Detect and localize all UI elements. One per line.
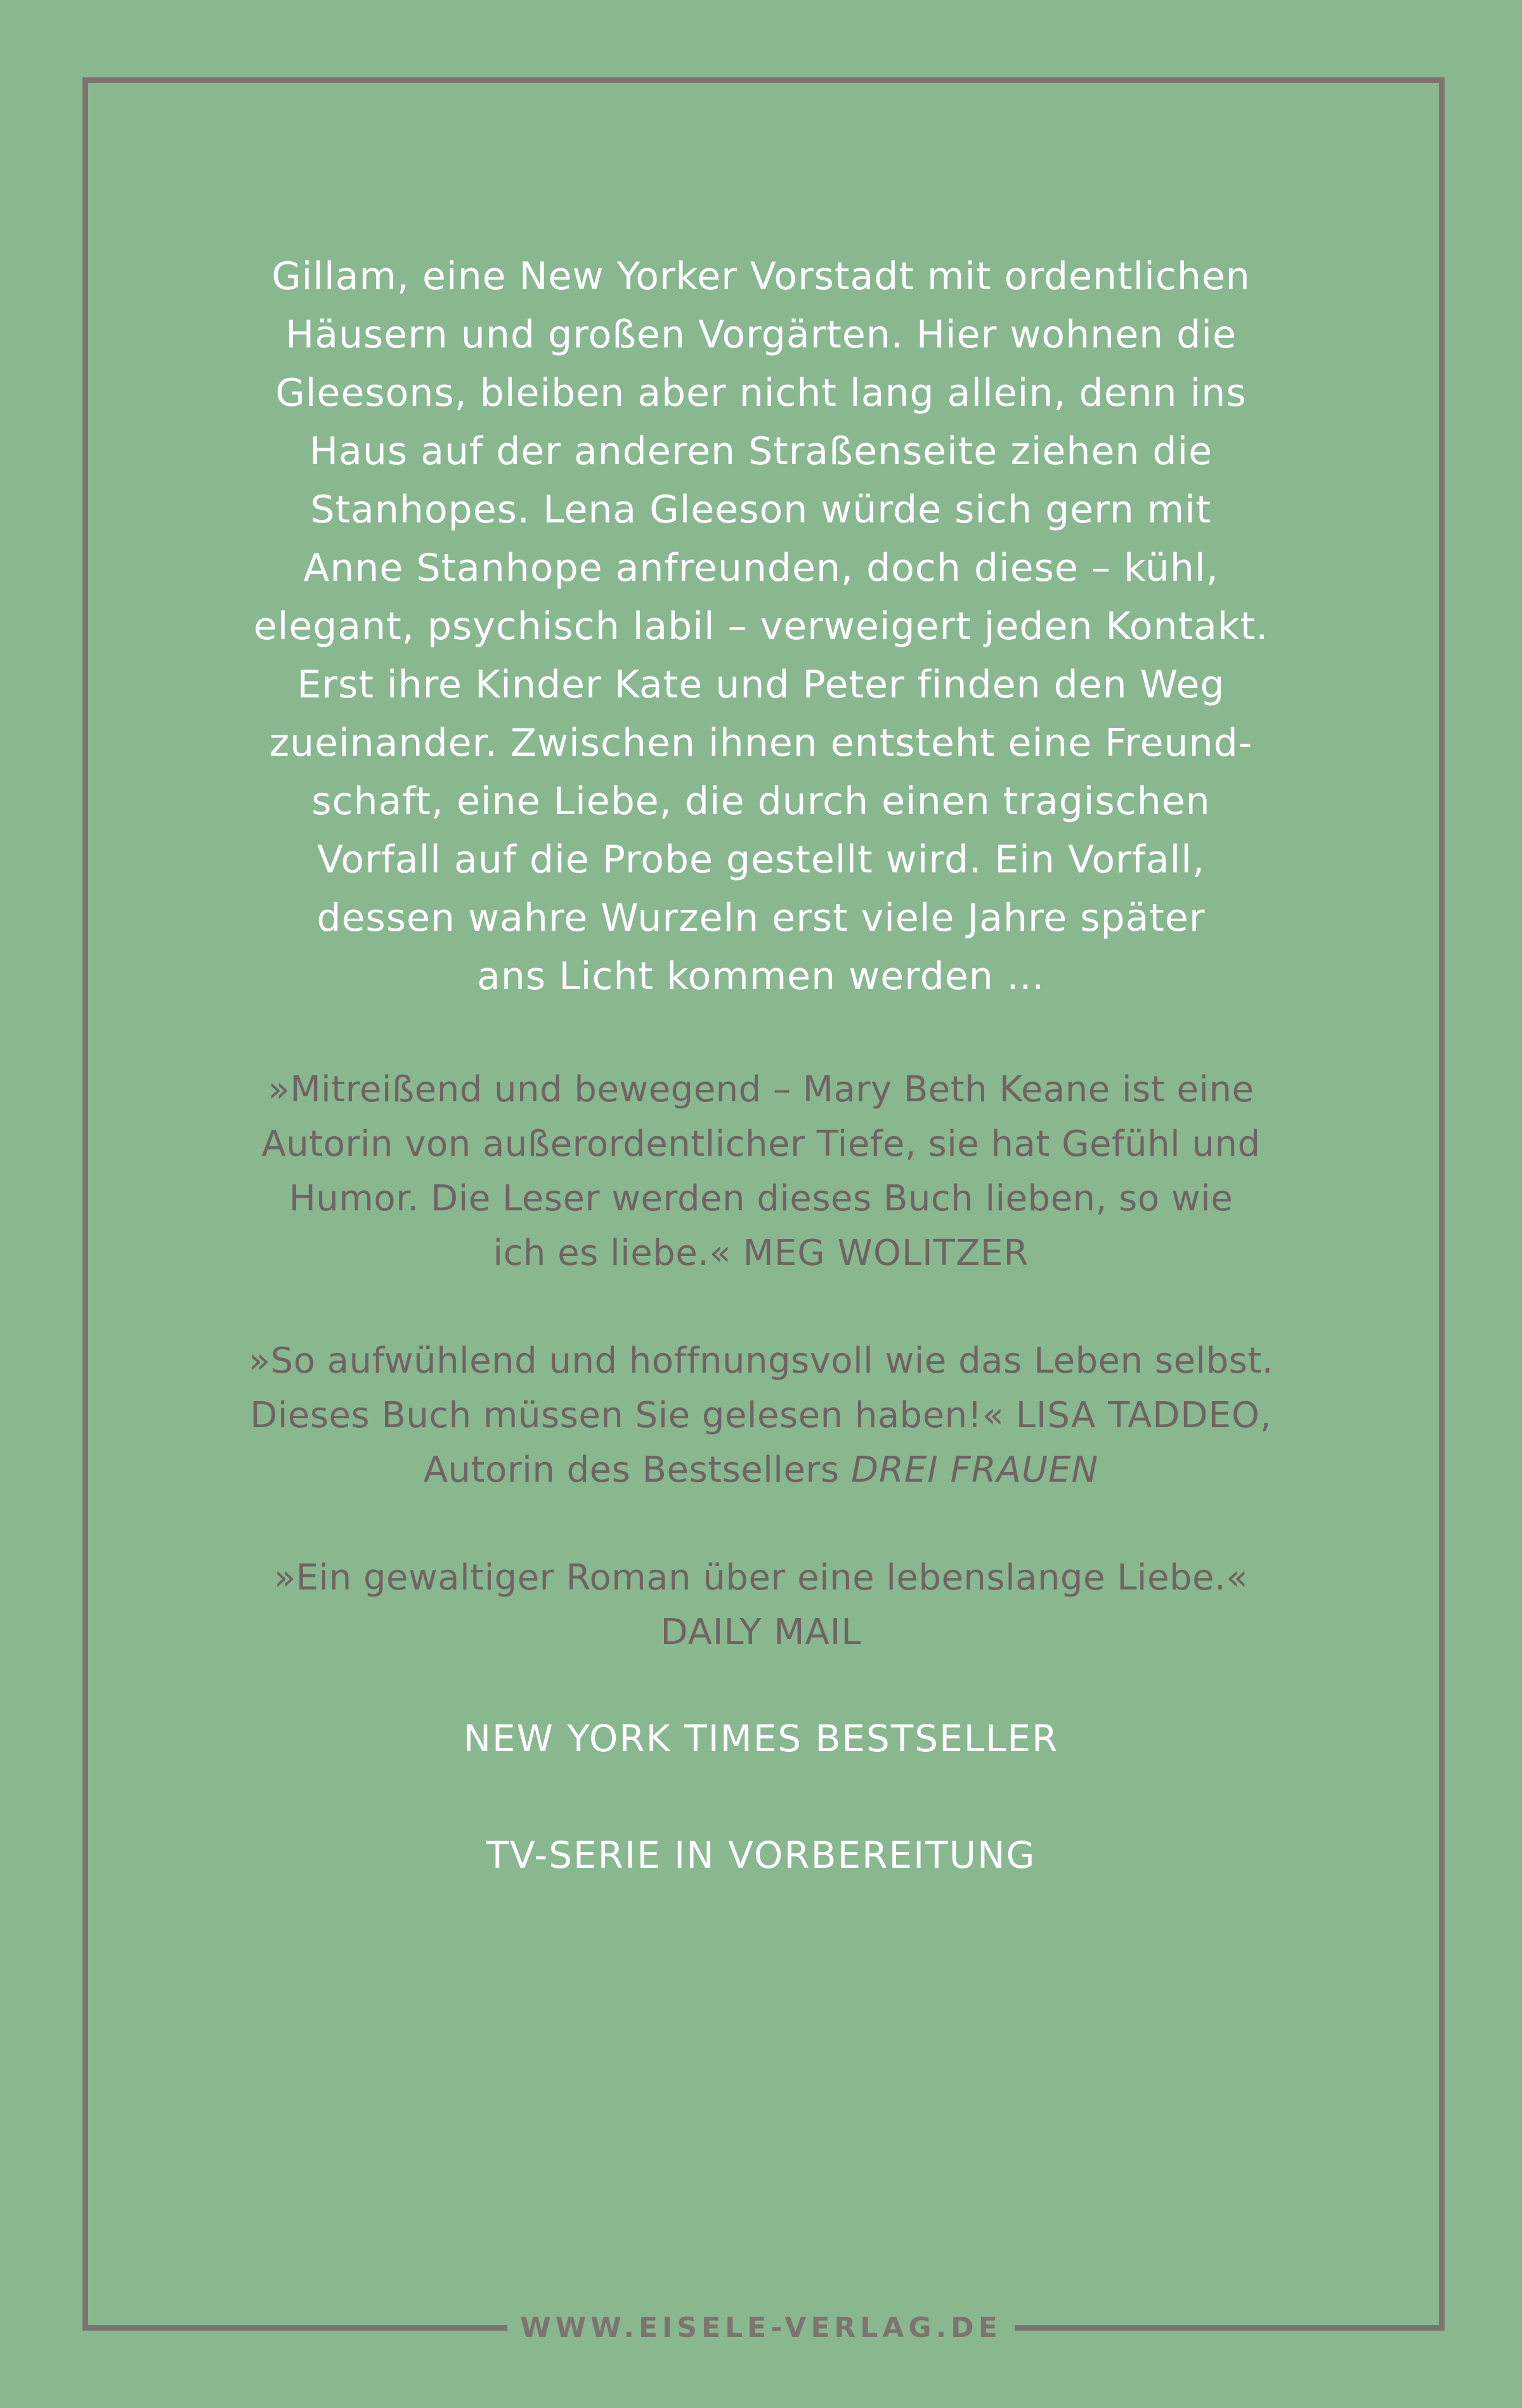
review-quote-taddeo bbox=[235, 1334, 1287, 1498]
publisher-footer bbox=[0, 2308, 1522, 2348]
back-cover-content bbox=[235, 247, 1287, 1880]
quote-line: »Ein gewaltiger Roman über eine lebenslange Liebe.« bbox=[273, 1557, 1249, 1598]
synopsis-line: Anne Stanhope anfreunden, doch diese – kühl, bbox=[303, 546, 1219, 590]
quote-line bbox=[235, 1226, 1287, 1281]
synopsis-line: Vorfall auf die Probe gestellt wird. Ein Vorfall, bbox=[316, 838, 1206, 882]
synopsis-line: Gillam, eine New Yorker Vorstadt mit ordentlichen bbox=[271, 254, 1251, 299]
quote-attribution: MEG WOLITZER bbox=[743, 1233, 1029, 1274]
quote-line: »Mitreißend und bewegend – Mary Beth Keane ist eine bbox=[268, 1069, 1254, 1110]
quote-line bbox=[235, 1388, 1287, 1443]
synopsis-line: Stanhopes. Lena Gleeson würde sich gern mit bbox=[310, 488, 1212, 532]
synopsis-line: Gleesons, bleiben aber nicht lang allein, denn ins bbox=[275, 371, 1247, 415]
synopsis-line: Häusern und großen Vorgärten. Hier wohnen die bbox=[285, 313, 1237, 357]
synopsis bbox=[235, 247, 1287, 1006]
review-quote-wolitzer bbox=[235, 1063, 1287, 1281]
synopsis-line: ans Licht kommen werden … bbox=[477, 954, 1045, 999]
synopsis-line: schaft, eine Liebe, die durch einen tragischen bbox=[311, 779, 1211, 824]
tv-series-label: TV-SERIE IN VORBEREITUNG bbox=[486, 1834, 1036, 1877]
quote-line: Humor. Die Leser werden dieses Buch lieben, so wie bbox=[289, 1178, 1233, 1219]
synopsis-line: Haus auf der anderen Straßenseite ziehen die bbox=[309, 429, 1213, 474]
publisher-url[interactable]: WWW.EISELE-VERLAG.DE bbox=[507, 2308, 1015, 2348]
quote-text: Dieses Buch müssen Sie gelesen haben!« bbox=[250, 1395, 1005, 1436]
bestseller-label: NEW YORK TIMES BESTSELLER bbox=[463, 1717, 1059, 1760]
synopsis-line: Erst ihre Kinder Kate und Peter finden den Weg bbox=[297, 663, 1225, 707]
quote-text: ich es liebe.« bbox=[493, 1233, 732, 1274]
synopsis-line: elegant, psychisch labil – verweigert jeden Kontakt. bbox=[253, 604, 1269, 649]
quote-line: Autorin von außerordentlicher Tiefe, sie hat Gefühl und bbox=[261, 1123, 1261, 1165]
quote-attribution: LISA TADDEO, bbox=[1015, 1395, 1272, 1436]
synopsis-line: zueinander. Zwischen ihnen entsteht eine Freund- bbox=[269, 721, 1253, 765]
review-quote-daily-mail bbox=[235, 1551, 1287, 1660]
book-title: DREI FRAUEN bbox=[850, 1449, 1099, 1491]
quote-line: »So aufwühlend und hoffnungsvoll wie das Leben selbst. bbox=[248, 1340, 1274, 1382]
quote-attribution: DAILY MAIL bbox=[660, 1612, 862, 1653]
quote-text: Autorin des Bestsellers bbox=[423, 1449, 840, 1491]
synopsis-line: dessen wahre Wurzeln erst viele Jahre später bbox=[316, 896, 1206, 940]
quote-line bbox=[235, 1443, 1287, 1498]
